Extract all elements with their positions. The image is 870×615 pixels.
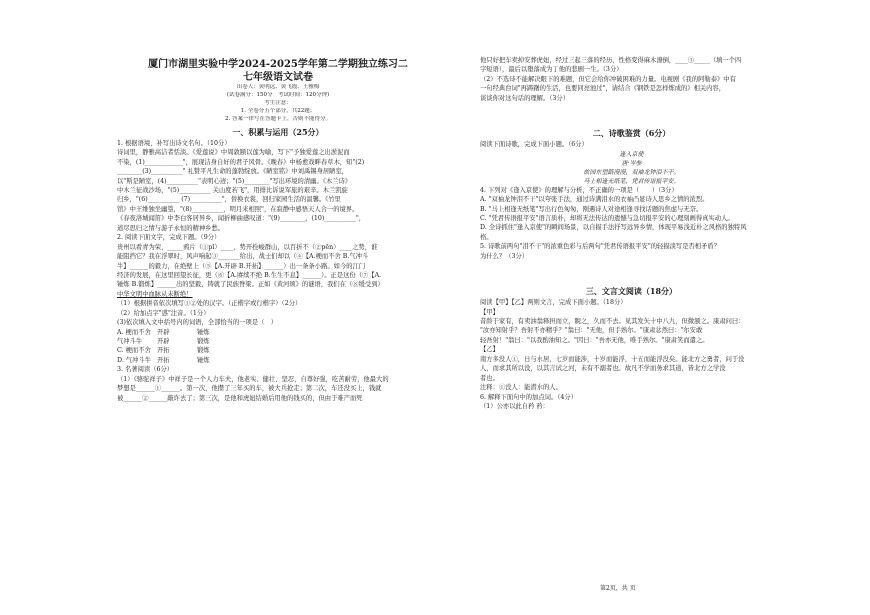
exam-subtitle: 七年级语文试卷 xyxy=(243,72,313,83)
page-footer: 第2页，共 页 xyxy=(600,585,636,592)
q3-continued: 他只好把车卖掉安葬虎妞，经过三起三落的经历，性格变得麻木潦倒，____③_____（填一个四 xyxy=(480,57,742,64)
passage-jia-line: "汝亦知射乎？吾射不亦精乎？"翁曰："无他，但手熟尔。"康肃忿然曰："尔安敢 xyxy=(480,327,703,335)
q1-line: 《春夜洛城闻笛》中李白客居异乡，闻折柳曲感叹道："(9)________，(10)__________"， xyxy=(117,215,366,223)
passage-jia-label: 【甲】 xyxy=(480,308,499,316)
q3-line: 梦想是______①______。第一次，他攒了三年买的车，被大兵抢走；第二次，车还没买上，钱就 xyxy=(117,385,382,393)
q2-line: 牛】______的毅力，在绝壁上（⑤【A.开辟 B.开拓】______）出一条条小路。如今的江门 xyxy=(117,262,366,270)
option-cell: 锻炼 xyxy=(197,347,210,355)
question-1: 1. 根据语境，补写出诗文名句。（10分） xyxy=(117,139,231,147)
question-5-tail: 为什么？（3分） xyxy=(480,252,529,260)
left-column xyxy=(117,58,439,403)
option-cell: 气冲斗牛 xyxy=(117,338,143,346)
poem-instruction: 阅读下面诗歌，完成下面小题。（6分） xyxy=(480,141,588,149)
option-cell: 开辟 xyxy=(157,338,170,346)
passage-jia-line: 昔龄于家有，有卖油翁释担而立，睨之，久而不去。见其发矢十中八九，但微颔之。康肃问曰： xyxy=(480,318,745,325)
option-cell: D. 气冲斗牛 xyxy=(117,356,152,364)
q6-sub-1: （1）公亦以此自矜 矜： xyxy=(480,402,549,410)
passage-yi-line: 人，而求其所以没，以其言试之河，未有不溺者也。故凡不学而务求其道，皆北方之学没 xyxy=(480,365,726,373)
note-1: 1. 全卷分五个部分，共22题； xyxy=(240,107,316,114)
section-1-heading: 一、积累与运用（25分） xyxy=(232,126,324,137)
q3-line: 被______②______敲诈去了；第三次，是他和虎妞结婚后用他的钱买的，但由于难产而死 xyxy=(117,394,363,402)
poem-line: 马上相逢无纸笔，凭君传语报平安。 xyxy=(583,177,680,185)
q4-option: C. "凭君传语报平安"语言质朴，却将无法传达的遗憾与急切报平安的心理刻画得真实动人。 xyxy=(480,214,734,222)
q2-sub-1: （1）根据拼音依次填写①②处的汉字。（正楷字或行楷字）（2分） xyxy=(117,300,302,308)
q1-line: 馆》中王维独坐幽篁，"(8)__________，明月来相照"，在寂静中感悟天人合一的境界。 xyxy=(117,205,359,213)
question-6: 6. 解释下面句中的加点词。（4分） xyxy=(480,393,578,401)
option-cell: 开辟 xyxy=(157,328,170,336)
q2-line: 能阻挡它？我在浮翠时，风声响起③_______给出，战士们却以（④【A.梗而不舍 B.气冲斗 xyxy=(117,253,369,261)
passage-yi-line: 南方多没人①，日与水居，七岁而能涉，十岁而能浮，十五而能浮没矣。能北方之勇者，问于没 xyxy=(480,355,745,363)
q2-line: 锤炼 B.锻炼】______出的坚毅，铸就了民族脊梁。正如《黄河颂》的谜语，我们在（⑧缓受到） xyxy=(117,281,384,289)
poem-title: 逢入京使 xyxy=(619,150,644,158)
option-cell: 锻炼 xyxy=(197,338,210,346)
exam-title: 厦门市湖里实验中学2024-2025学年第二学期独立练习二 xyxy=(148,59,408,70)
q4-option: A. "双袖龙钟泪不干"以夸张手法，通过诗满泪水的衣袖凸显诗人思乡之情的浓烈。 xyxy=(480,196,709,204)
option-cell: 开拓 xyxy=(157,347,170,355)
q2-line-underlined: 中华文明中血脉从未断绝！ xyxy=(117,290,193,298)
q1-line: 不染，(1)____________"，展现洁身自好的君子风骨。《晚春》中杨愈戏畔春草木，知"(2) xyxy=(117,158,365,166)
section-2-heading: 二、诗歌鉴赏（6分） xyxy=(592,128,671,139)
q3-line: （1）《骆驼祥子》中祥子是一个人力车夫，他老实、健壮、坚忍，自尊好强，吃苦耐劳，他最大的 xyxy=(117,375,389,383)
q2-sub-3: (3)依次填入文中括号内的词语，全部恰当的一项是（ ） xyxy=(117,319,278,327)
exam-info: (试卷满分：150分 考试时间：120分钟) xyxy=(226,91,330,98)
q1-line: 中木兰征战沙场，"(5)__________ 关山度若飞"，用排比诉说军旅的艰辛。木兰凯旋 xyxy=(117,187,348,195)
q3-continued: （2）不选诗不能解决眼下的难题，但它会给你冲破困难的力量。电视剧《我的阿勒泰》中有 xyxy=(480,75,736,83)
section-3-heading: 三、文言文阅读（18分） xyxy=(585,286,678,297)
q2-line: 贵州以看青为荣，_____鸦片（①pǐ）____，势开拴峻群山，以百折不（②pēn）____之势，谁 xyxy=(117,243,378,251)
poem-author: 唐·岑参 xyxy=(621,159,642,167)
question-5: 5. 诗歌前两句"泪不干"的浓重色彩与后两句"凭君传语报平安"的轻描淡写是否相矛盾？ xyxy=(480,243,720,251)
q4-option: 格。 xyxy=(480,233,493,241)
q1-line: 以"斯是陋室，(4)__________"表明心迹；"(5)________"写出环境的清幽。《木兰诗》 xyxy=(117,177,352,185)
question-4: 4. 下列对《逢入京使》的理解与分析，不正确的一项是（ ）（3分） xyxy=(480,186,678,194)
option-cell: 锤炼 xyxy=(197,328,210,336)
question-2: 2. 阅读下面文字，完成下题。（9分） xyxy=(117,234,221,242)
q3-continued: 一句经典台词"再踌躇的生活，也要同亮池过"，请结合《钢铁是怎样炼成的》相关内容， xyxy=(480,85,726,93)
q2-line: 经济的发展，在这里回望长征，更（⑥【A.赓续不绝 B.生生不息】______）。正是这份（⑦【A. xyxy=(117,271,382,279)
option-cell: C. 梗而不舍 xyxy=(117,347,151,355)
passage-yi-label: 【乙】 xyxy=(480,346,499,354)
q2-sub-2: （2）给加点字"惑"注音。（1分） xyxy=(117,309,210,317)
q1-line: 道尽思归之情与游子永恒的精神乡愁。 xyxy=(117,224,225,232)
poem-line: 故园东望路漫漫，双袖龙钟泪不干。 xyxy=(583,168,680,176)
q1-line: ________(3)__________" 礼赞平凡生命的蓬勃绽放。《陋室铭》中刘禹锡身居陋室， xyxy=(117,168,349,176)
option-cell: A. 梗而不舍 xyxy=(117,328,151,336)
question-3: 3. 名著阅读（6分） xyxy=(117,366,174,374)
q4-option: B. "马上相逢无纸笔"写出行色匆匆，刚遇诗人对途相逢寻找话题的焦虑与无奈。 xyxy=(480,205,703,213)
option-cell: 锤炼 xyxy=(197,356,210,364)
passage-note: 注释：①没人：能潜水的人。 xyxy=(480,384,562,392)
q3-continued: 字短语），最后以堕落成为丁他的悲剧一生。（3分） xyxy=(480,66,623,74)
q4-option: D. 全诗抓住"逢入京使"的瞬间场景，以自描手法抒写远异乡情，体现平易浅近朴之风格的独特风 xyxy=(480,224,747,232)
option-cell: 开拓 xyxy=(157,356,170,364)
q1-line: 诗词里，静雅高洁者恬淡。《爱莲说》中周敦颐以莲为喻，写下"予独爱莲之出淤泥而 xyxy=(117,149,350,157)
q3-continued: 谈谈你对这句话的理解。（3分） xyxy=(480,94,570,102)
q1-line: 归乡，"(6)__________ (7)__________"，替换衣裳，回归家园生活的温馨。《竹里 xyxy=(117,196,341,204)
note-2: 2. 答案一律写在答题卡上，否则不能得分。 xyxy=(225,115,331,122)
authors: 出卷人：黄明远、黄飞霞、王雅梅 xyxy=(236,84,320,90)
notes-heading: 考生注意： xyxy=(264,99,292,106)
classical-instruction: 阅读【甲】【乙】两则文言，完成下面小题。（18分） xyxy=(480,299,627,307)
passage-yi-line: 者也。 xyxy=(480,374,499,382)
q2-options xyxy=(117,328,439,366)
right-column xyxy=(480,56,783,411)
passage-jia-line: 轻吾射！"翁曰："以我酌油知之。"因曰："吾亦无他，唯手熟尔。"康肃笑而遣之。 xyxy=(480,336,709,344)
